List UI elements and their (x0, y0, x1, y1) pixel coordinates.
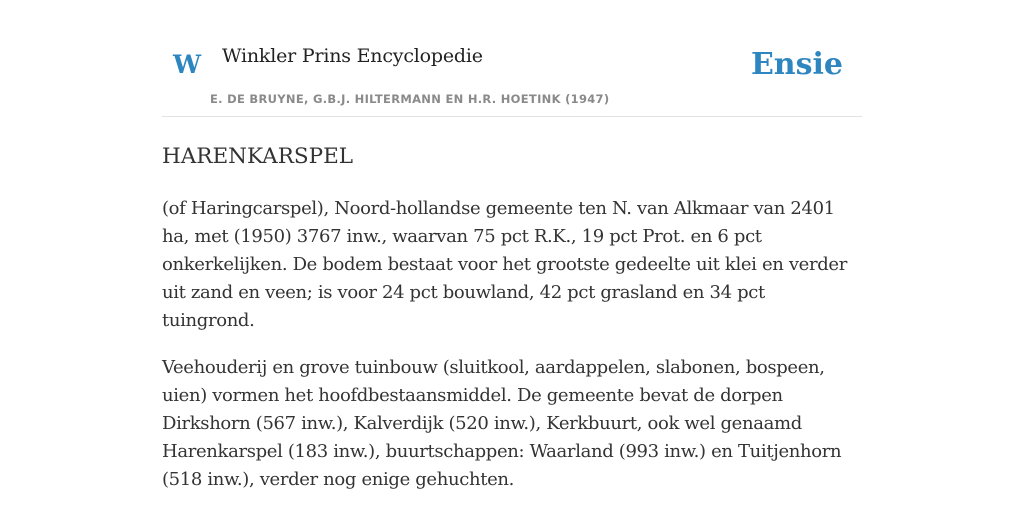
source-header (162, 0, 862, 117)
ensie-brand-link[interactable]: Ensie (750, 47, 843, 82)
source-authors: E. DE BRUYNE, G.B.J. HILTERMANN EN H.R. HOETINK (1947) (210, 92, 610, 106)
source-logo[interactable]: W (173, 50, 202, 79)
entry-title: HARENKARSPEL (162, 144, 354, 169)
source-title[interactable]: Winkler Prins Encyclopedie (222, 45, 483, 67)
entry-body (162, 195, 862, 494)
entry-paragraph: (of Haringcarspel), Noord-hollandse gemeente ten N. van Alkmaar van 2401 ha, met (1950) 3767 inw., waarvan 75 pct R.K., 19 pct Prot. en 6 pct onkerkelijken. De bodem bestaat voor het grootste gedeelte uit klei en verder uit zand en veen; is voor 24 pct bouwland, 42 pct grasland en 34 pct tuingrond. (162, 198, 847, 331)
article-page (162, 0, 862, 494)
entry-paragraph: Veehouderij en grove tuinbouw (sluitkool, aardappelen, slabonen, bospeen, uien) vormen het hoofdbestaansmiddel. De gemeente bevat de dorpen Dirkshorn (567 inw.), Kalverdijk (520 inw.), Kerkbuurt, ook wel genaamd Harenkarspel (183 inw.), buurtschappen: Waarland (993 inw.) en Tuitjenhorn (518 inw.), verder nog enige gehuchten. (162, 357, 842, 490)
